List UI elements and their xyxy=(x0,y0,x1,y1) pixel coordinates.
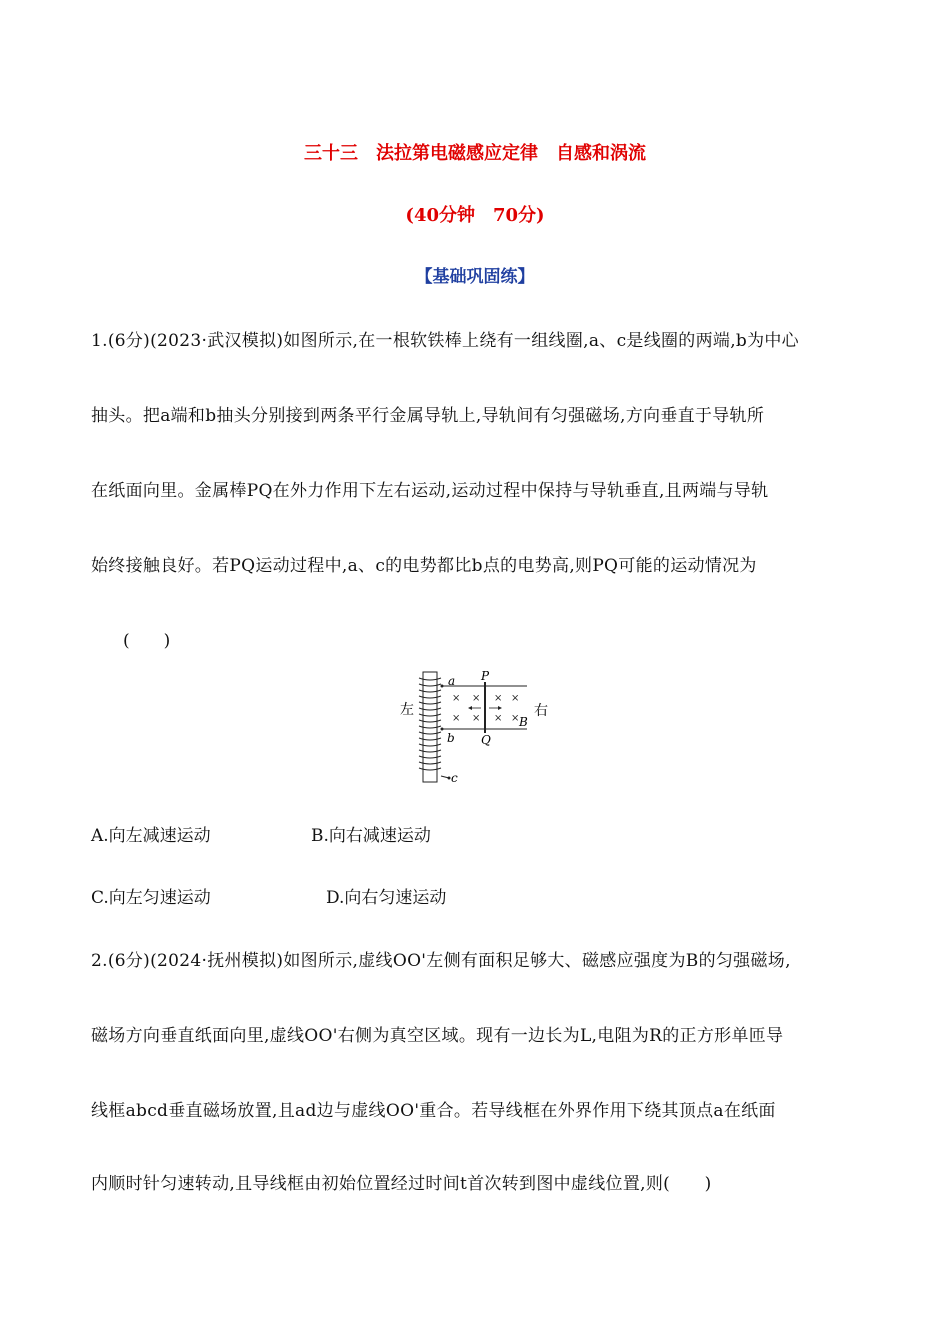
label-a: a xyxy=(448,674,456,688)
q1-option-a[interactable]: A.向左减速运动 xyxy=(91,826,211,846)
svg-text:×: × xyxy=(452,693,461,704)
svg-text:×: × xyxy=(452,713,461,724)
q1-line-4: 始终接触良好。若PQ运动过程中,a、c的电势都比b点的电势高,则PQ可能的运动情况为 xyxy=(91,556,757,576)
label-left: 左 xyxy=(400,702,414,718)
q1-line-2: 抽头。把a端和b抽头分别接到两条平行金属导轨上,导轨间有匀强磁场,方向垂直于导轨所 xyxy=(91,406,765,426)
iron-rod xyxy=(423,672,437,782)
q1-option-c[interactable]: C.向左匀速运动 xyxy=(91,888,211,908)
label-p: P xyxy=(481,670,490,683)
q1-answer-blank: ( ) xyxy=(123,631,171,651)
q2-line-4: 内顺时针匀速转动,且导线框由初始位置经过时间t首次转到图中虚线位置,则( ) xyxy=(91,1174,712,1194)
svg-text:×: × xyxy=(494,693,503,704)
label-c: c xyxy=(451,771,458,785)
label-q: Q xyxy=(481,733,491,747)
svg-text:×: × xyxy=(511,713,520,724)
q1-option-b[interactable]: B.向右减速运动 xyxy=(311,826,431,846)
page-title: 三十三 法拉第电磁感应定律 自感和涡流 xyxy=(304,143,646,164)
svg-text:×: × xyxy=(511,693,520,704)
page-subtitle: (40分钟 70分) xyxy=(405,205,545,226)
label-right: 右 xyxy=(534,703,548,719)
svg-text:×: × xyxy=(472,713,481,724)
svg-text:×: × xyxy=(472,693,481,704)
q1-line-1: 1.(6分)(2023·武汉模拟)如图所示,在一根软铁棒上绕有一组线圈,a、c是线圈的两端,b为中心 xyxy=(91,331,799,351)
q2-line-1: 2.(6分)(2024·抚州模拟)如图所示,虚线OO'左侧有面积足够大、磁感应强度为B的匀强磁场, xyxy=(91,951,791,971)
svg-text:×: × xyxy=(494,713,503,724)
q1-line-3: 在纸面向里。金属棒PQ在外力作用下左右运动,运动过程中保持与导轨垂直,且两端与导轨 xyxy=(91,481,769,501)
label-b: b xyxy=(447,731,455,745)
q2-line-2: 磁场方向垂直纸面向里,虚线OO'右侧为真空区域。现有一边长为L,电阻为R的正方形单匝导 xyxy=(91,1026,784,1046)
q1-option-d[interactable]: D.向右匀速运动 xyxy=(326,888,447,908)
label-b-field: B xyxy=(519,715,528,729)
q2-line-3: 线框abcd垂直磁场放置,且ad边与虚线OO'重合。若导线框在外界作用下绕其顶点a在纸面 xyxy=(91,1101,776,1121)
section-heading: 【基础巩固练】 xyxy=(415,267,535,287)
q1-figure xyxy=(395,670,555,790)
